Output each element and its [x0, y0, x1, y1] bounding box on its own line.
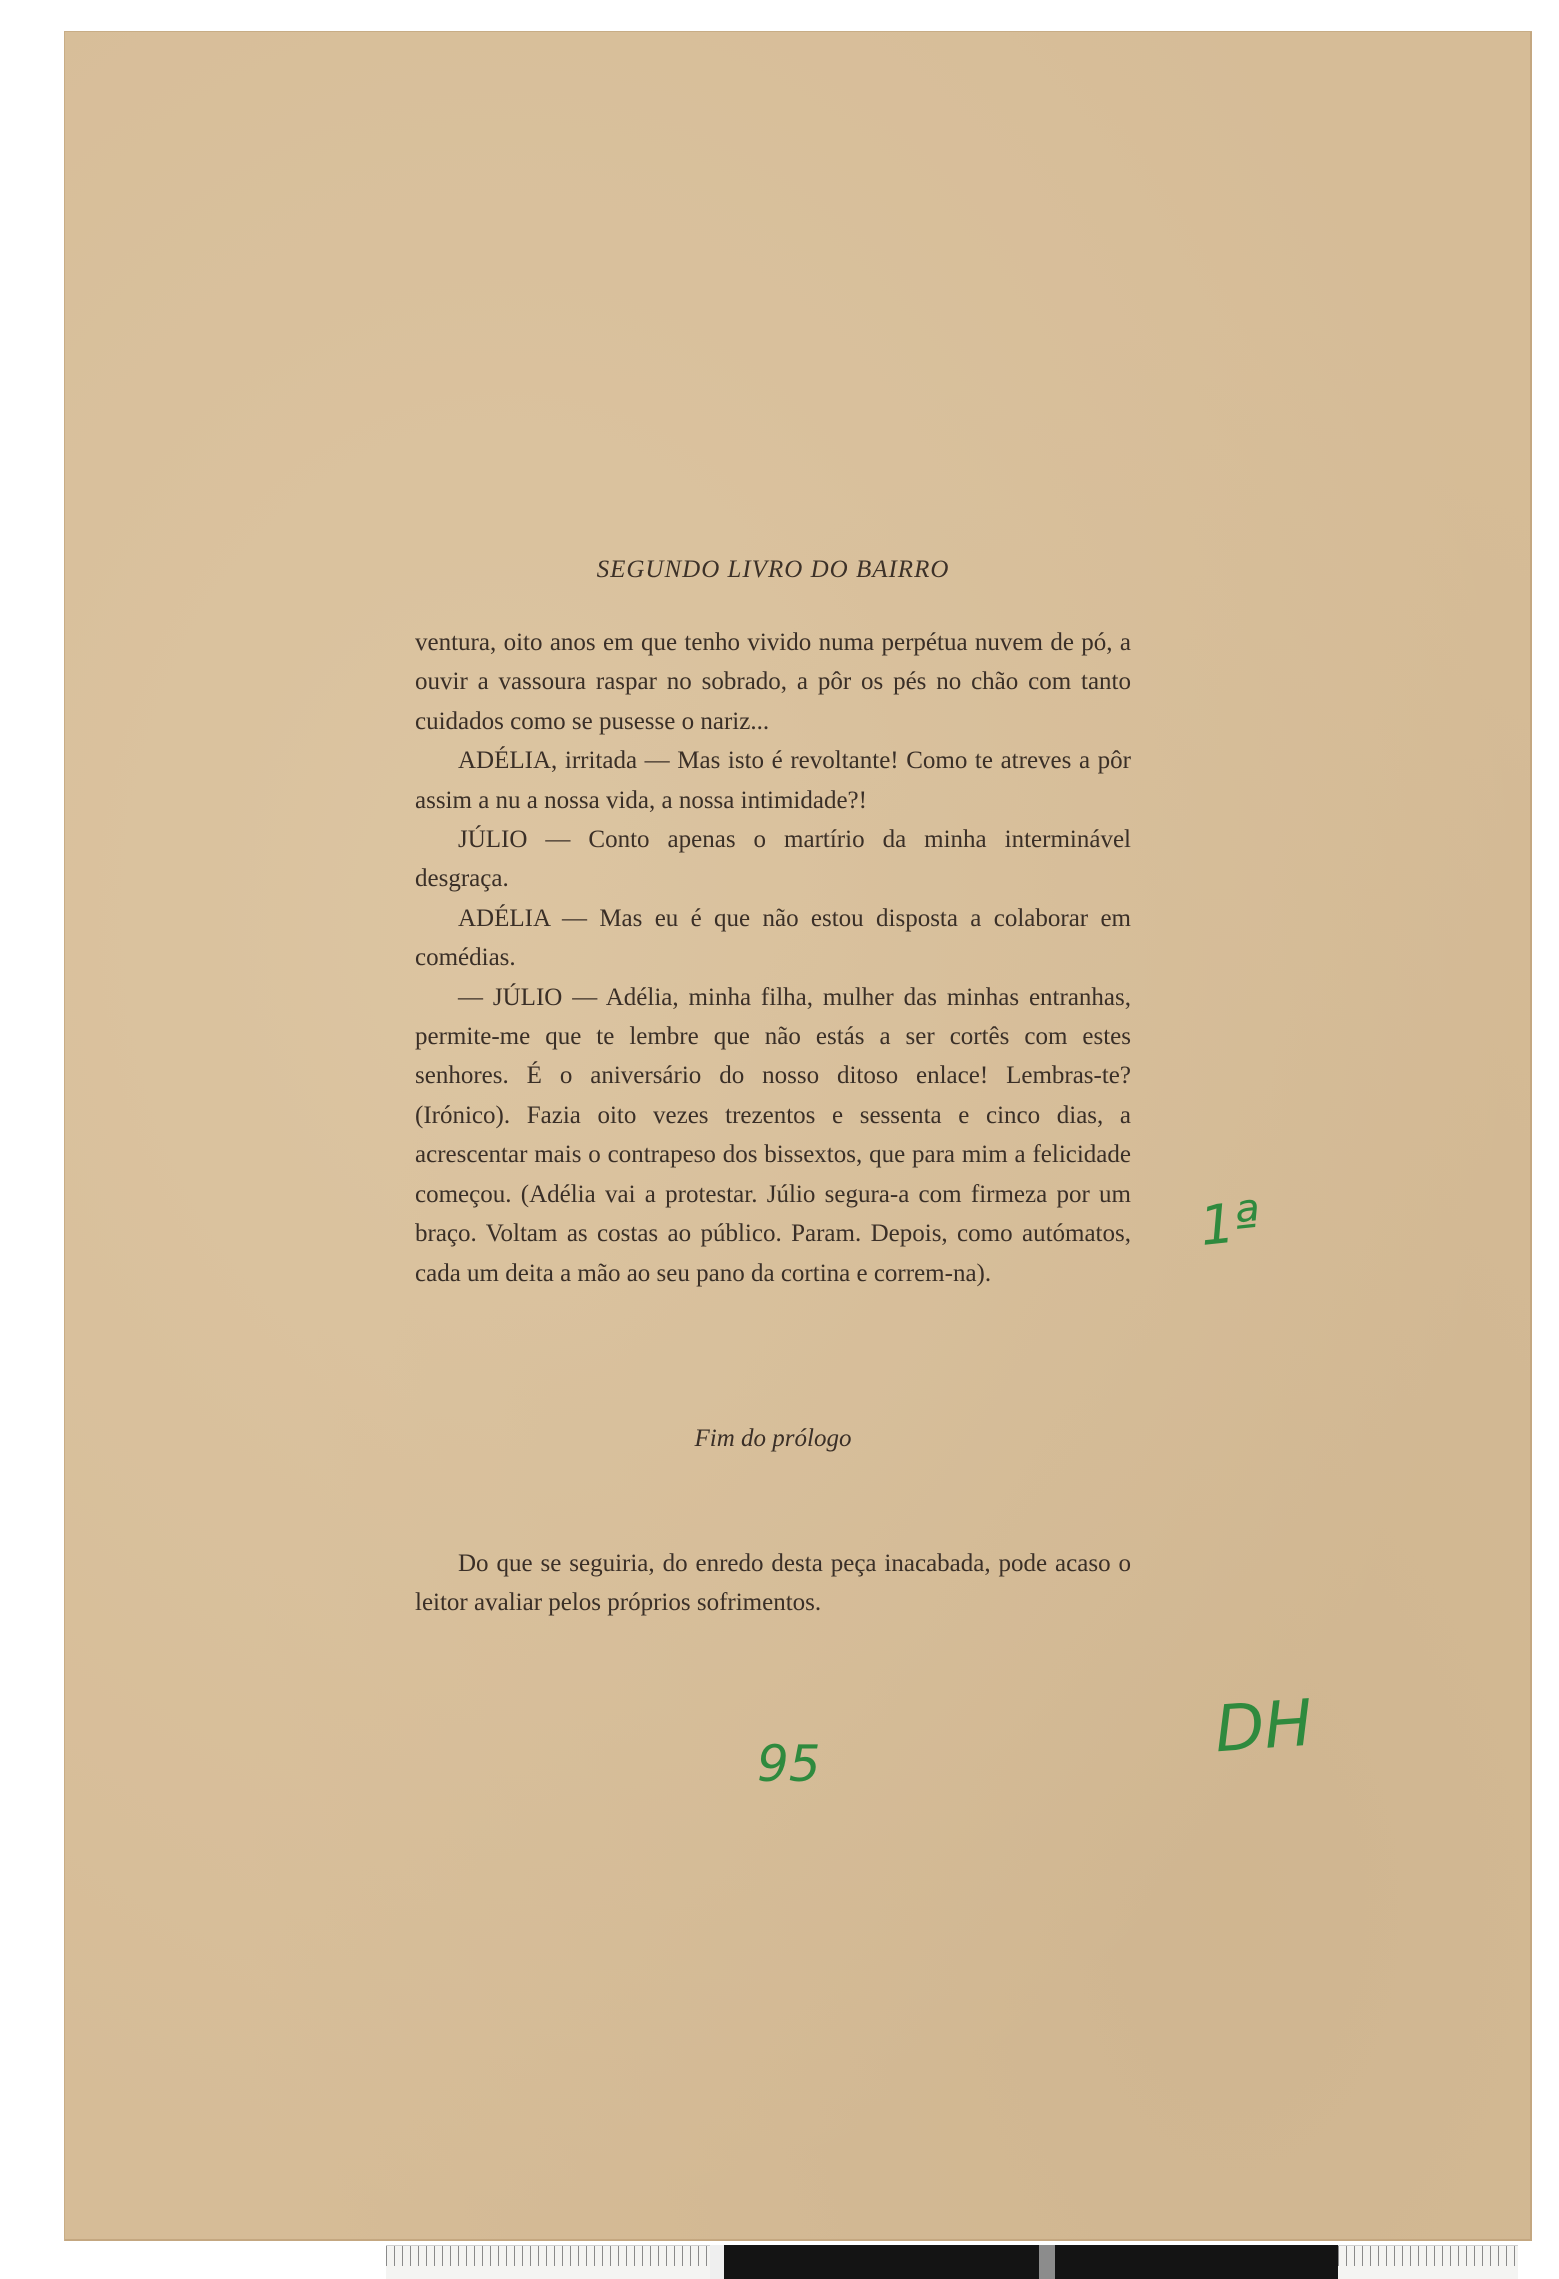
paragraph-3: JÚLIO — Conto apenas o martírio da minha interminável desgraça. [415, 826, 1131, 893]
scale-patch-black-2 [1055, 2245, 1338, 2279]
paragraph-5: — JÚLIO — Adélia, minha filha, mulher das minhas entranhas, permite-me que te lembre que não estás a ser cortês com estes senhores. É o aniversário do nosso ditoso enlace! Lembras-te? (Irónico). Fazia oito vezes trezentos e sessenta e cinco dias, a acrescentar mais o contrapeso dos bissextos, que para mim a felicidade começou. (Adélia vai a protestar. Júlio segura-a com firmeza por um braço. Voltam as costas ao público. Param. Depois, como autómatos, cada um deita a mão ao seu pano da cortina e correm-na). [415, 983, 1131, 1287]
margin-note: 1ª [1196, 1189, 1263, 1258]
running-head: SEGUNDO LIVRO DO BAIRRO [596, 556, 950, 583]
body-text [415, 623, 1131, 1293]
afterword [415, 1544, 1131, 1623]
ruler-ticks-right [1338, 2246, 1518, 2266]
end-of-prologue: Fim do prólogo [694, 1425, 852, 1452]
paragraph-4: ADÉLIA — Mas eu é que não estou disposta a colaborar em comédias. [415, 904, 1131, 972]
scale-patch-grey [1039, 2245, 1055, 2279]
ruler-ticks-left [386, 2246, 724, 2266]
scale-patch-white [710, 2245, 724, 2279]
paragraph-1: ventura, oito anos em que tenho vivido numa perpétua nuvem de pó, a ouvir a vassoura raspar no sobrado, a pôr os pés no chão com tanto cuidados como se pusesse o nariz... [415, 629, 1131, 735]
scale-patch-black [724, 2245, 1039, 2279]
afterword-paragraph: Do que se seguiria, do enredo desta peça inacabada, pode acaso o leitor avaliar pelos próprios sofrimentos. [415, 1550, 1131, 1617]
page-number: 95 [757, 1735, 821, 1793]
paragraph-2: ADÉLIA, irritada — Mas isto é revoltante! Como te atreves a pôr assim a nu a nossa vida, a nossa intimidade?! [415, 747, 1131, 814]
initials: DH [1212, 1686, 1315, 1768]
